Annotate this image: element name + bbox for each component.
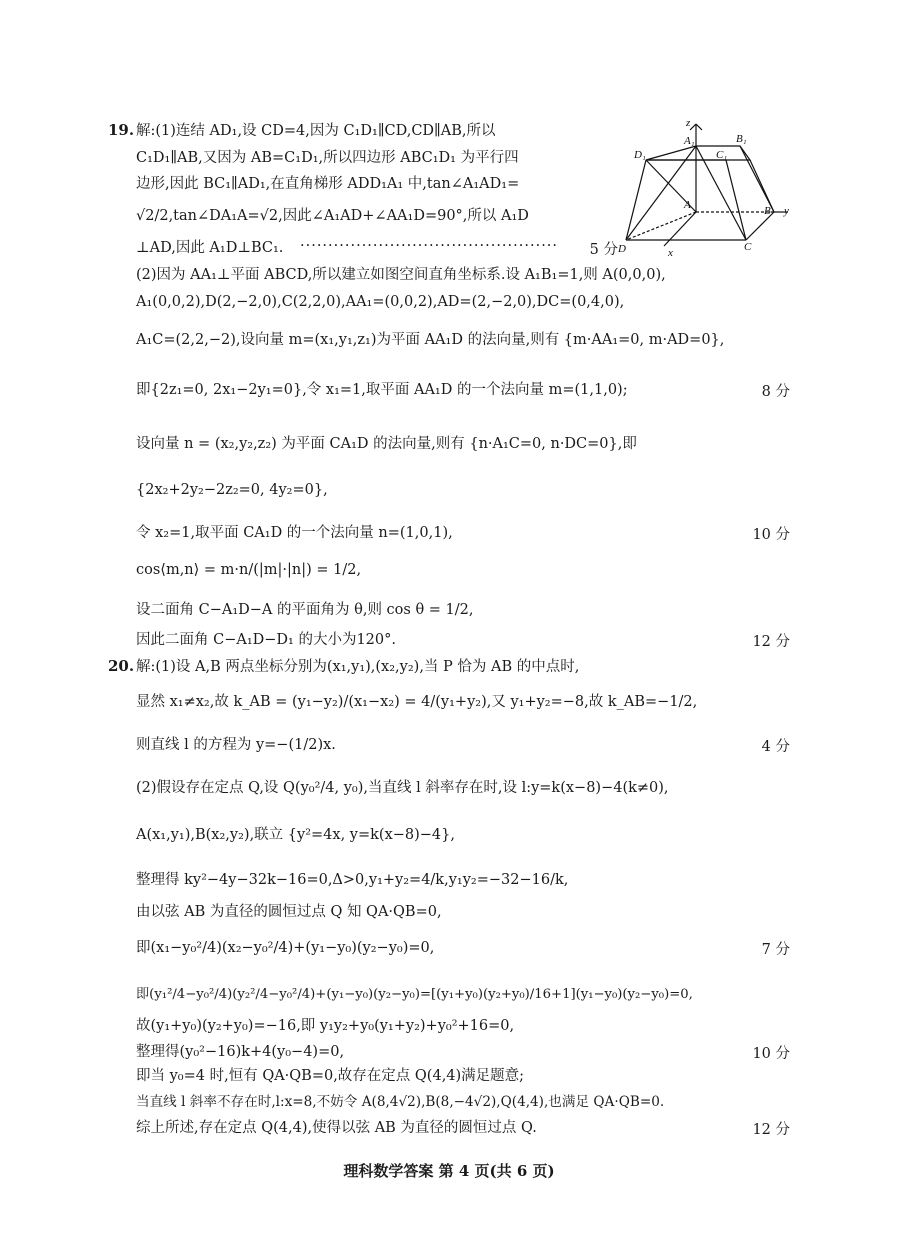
- score-p19-1: 5 分: [589, 242, 618, 258]
- label-A1: A₁: [684, 135, 695, 147]
- p19-line-5: ⊥AD,因此 A₁D⊥BC₁.: [136, 240, 284, 256]
- label-D1: D₁: [634, 149, 646, 161]
- p19-line-4: √2/2,tan∠DA₁A=√2,因此∠A₁AD+∠AA₁D=90°,所以 A₁D: [136, 208, 529, 224]
- p19-line-8: A₁C=(2,2,−2),设向量 m=(x₁,y₁,z₁)为平面 AA₁D 的法向量,则有 {m·AA₁=0, m·AD=0},: [136, 332, 725, 348]
- p19-line-11: {2x₂+2y₂−2z₂=0, 4y₂=0},: [136, 482, 328, 498]
- p20-line-4: (2)假设存在定点 Q,设 Q(y₀²/4, y₀),当直线 l 斜率存在时,设 l:y=k(x−8)−4(k≠0),: [136, 780, 669, 796]
- p20-line-13: 当直线 l 斜率不存在时,l:x=8,不妨令 A(8,4√2),B(8,−4√2),Q(4,4),也满足 QA·QB=0.: [136, 1094, 665, 1110]
- score-p20-4: 12 分: [752, 1122, 790, 1138]
- p19-line-3: 边形,因此 BC₁∥AD₁,在直角梯形 ADD₁A₁ 中,tan∠A₁AD₁=: [136, 176, 520, 192]
- label-y: y: [784, 205, 789, 217]
- p19-line-6: (2)因为 AA₁⊥平面 ABCD,所以建立如图空间直角坐标系.设 A₁B₁=1,则 A(0,0,0),: [136, 267, 666, 283]
- label-B: B: [764, 205, 771, 217]
- label-x: x: [668, 247, 673, 258]
- label-A: A: [684, 199, 691, 211]
- p20-line-12: 即当 y₀=4 时,恒有 QA·QB=0,故存在定点 Q(4,4)满足题意;: [136, 1068, 525, 1084]
- p19-line-9: 即{2z₁=0, 2x₁−2y₁=0},令 x₁=1,取平面 AA₁D 的一个法向量 m=(1,1,0);: [136, 382, 628, 398]
- score-p20-1: 4 分: [761, 739, 790, 755]
- label-z: z: [686, 118, 691, 129]
- p20-line-3: 则直线 l 的方程为 y=−(1/2)x.: [136, 737, 336, 753]
- geometry-diagram: [616, 118, 796, 258]
- p19-line-13: cos⟨m,n⟩ = m·n/(|m|·|n|) = 1/2,: [136, 562, 362, 578]
- p19-line-12: 令 x₂=1,取平面 CA₁D 的一个法向量 n=(1,0,1),: [136, 525, 453, 541]
- p20-line-5: A(x₁,y₁),B(x₂,y₂),联立 {y²=4x, y=k(x−8)−4},: [136, 827, 455, 843]
- p20-line-14: 综上所述,存在定点 Q(4,4),使得以弦 AB 为直径的圆恒过点 Q.: [136, 1120, 537, 1136]
- p20-line-1: 解:(1)设 A,B 两点坐标分别为(x₁,y₁),(x₂,y₂),当 P 恰为 AB 的中点时,: [136, 659, 580, 675]
- problem-20-number: 20.: [108, 657, 135, 675]
- p19-line-2: C₁D₁∥AB,又因为 AB=C₁D₁,所以四边形 ABC₁D₁ 为平行四: [136, 150, 519, 166]
- p19-line-14: 设二面角 C−A₁D−A 的平面角为 θ,则 cos θ = 1/2,: [136, 602, 474, 618]
- label-D: D: [618, 243, 626, 255]
- score-p20-2: 7 分: [761, 942, 790, 958]
- p19-line-10: 设向量 n = (x₂,y₂,z₂) 为平面 CA₁D 的法向量,则有 {n·A₁C=0, n·DC=0},即: [136, 436, 637, 452]
- p20-line-6: 整理得 ky²−4y−32k−16=0,Δ>0,y₁+y₂=4/k,y₁y₂=−32−16/k,: [136, 872, 569, 888]
- p20-line-10: 故(y₁+y₀)(y₂+y₀)=−16,即 y₁y₂+y₀(y₁+y₂)+y₀²+16=0,: [136, 1018, 515, 1034]
- p20-line-9: 即(y₁²/4−y₀²/4)(y₂²/4−y₀²/4)+(y₁−y₀)(y₂−y₀)=[(y₁+y₀)(y₂+y₀)/16+1](y₁−y₀)(y₂−y₀)=0,: [136, 987, 693, 1002]
- label-C: C: [744, 241, 752, 253]
- p20-line-11: 整理得(y₀²−16)k+4(y₀−4)=0,: [136, 1044, 345, 1060]
- p20-line-8: 即(x₁−y₀²/4)(x₂−y₀²/4)+(y₁−y₀)(y₂−y₀)=0,: [136, 940, 435, 956]
- label-B1: B₁: [736, 133, 747, 145]
- score-p19-4: 12 分: [752, 634, 790, 650]
- p19-line-1: 解:(1)连结 AD₁,设 CD=4,因为 C₁D₁∥CD,CD∥AB,所以: [136, 123, 496, 139]
- p20-line-7: 由以弦 AB 为直径的圆恒过点 Q 知 QA·QB=0,: [136, 904, 442, 920]
- label-C1: C₁: [716, 149, 728, 161]
- score-p19-2: 8 分: [761, 384, 790, 400]
- p19-line-7: A₁(0,0,2),D(2,−2,0),C(2,2,0),AA₁=(0,0,2),AD=(2,−2,0),DC=(0,4,0),: [136, 294, 625, 310]
- page-footer: 理科数学答案 第 4 页(共 6 页): [343, 1162, 555, 1180]
- p19-line-15: 因此二面角 C−A₁D−D₁ 的大小为120°.: [136, 632, 396, 648]
- problem-19-number: 19.: [108, 121, 135, 139]
- p20-line-2: 显然 x₁≠x₂,故 k_AB = (y₁−y₂)/(x₁−x₂) = 4/(y₁+y₂),又 y₁+y₂=−8,故 k_AB=−1/2,: [136, 694, 698, 710]
- score-p20-3: 10 分: [752, 1046, 790, 1062]
- score-p19-3: 10 分: [752, 527, 790, 543]
- leader-dots: ··············································: [300, 238, 559, 254]
